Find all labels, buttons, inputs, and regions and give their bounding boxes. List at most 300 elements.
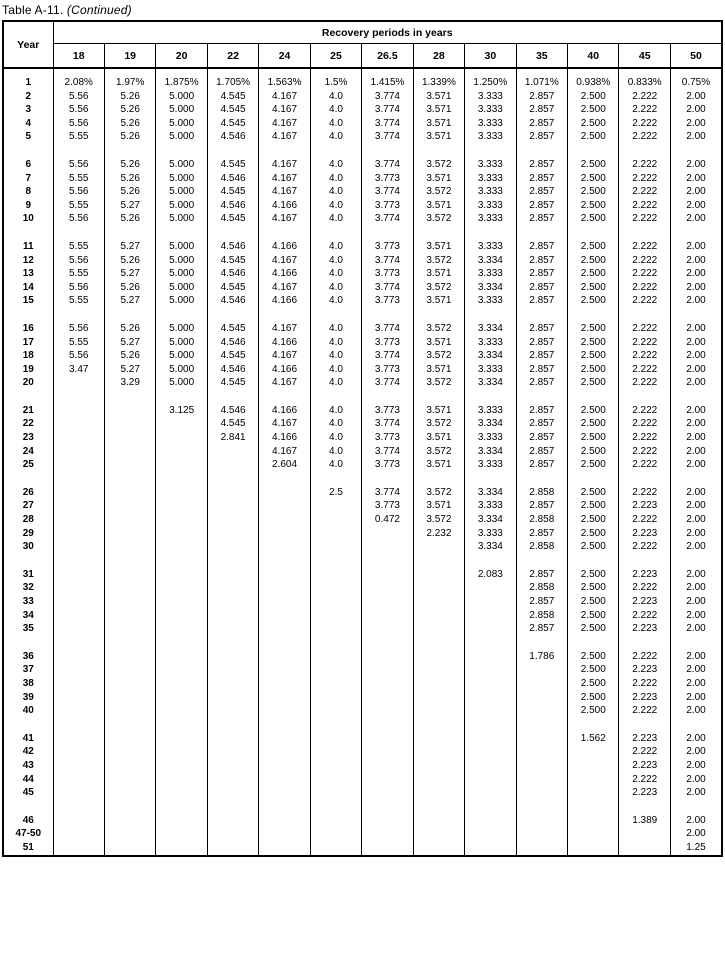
spacer-cell <box>104 390 155 404</box>
value-cell <box>207 595 258 609</box>
value-cell: 0.833% <box>619 76 670 90</box>
spacer-cell <box>568 68 619 76</box>
spacer-cell <box>516 144 567 158</box>
value-cell: 2.223 <box>619 527 670 541</box>
value-cell: 2.222 <box>619 90 670 104</box>
value-cell: 2.00 <box>670 212 722 226</box>
column-header: 40 <box>568 44 619 69</box>
table-row <box>3 431 722 445</box>
spacer-cell <box>465 554 516 568</box>
value-cell: 4.166 <box>259 294 310 308</box>
value-cell <box>104 595 155 609</box>
value-cell: 2.500 <box>568 349 619 363</box>
value-cell: 2.222 <box>619 267 670 281</box>
value-cell: 4.546 <box>207 240 258 254</box>
value-cell <box>362 732 413 746</box>
value-cell: 5.56 <box>53 212 104 226</box>
value-cell: 3.334 <box>465 254 516 268</box>
value-cell: 2.00 <box>670 363 722 377</box>
table-body <box>3 68 722 856</box>
value-cell <box>568 814 619 828</box>
value-cell: 2.222 <box>619 745 670 759</box>
value-cell <box>207 814 258 828</box>
value-cell <box>207 609 258 623</box>
value-cell: 4.167 <box>259 130 310 144</box>
spacer-cell <box>259 144 310 158</box>
value-cell: 2.500 <box>568 172 619 186</box>
value-cell: 2.00 <box>670 199 722 213</box>
value-cell <box>413 814 464 828</box>
table-row <box>3 691 722 705</box>
value-cell: 2.500 <box>568 458 619 472</box>
value-cell <box>104 663 155 677</box>
table-row <box>3 527 722 541</box>
value-cell <box>362 677 413 691</box>
column-header: 50 <box>670 44 722 69</box>
value-cell <box>310 513 361 527</box>
spacer-cell <box>362 472 413 486</box>
value-cell <box>156 540 207 554</box>
value-cell <box>465 677 516 691</box>
value-cell: 4.0 <box>310 90 361 104</box>
spacer-cell <box>156 68 207 76</box>
year-cell: 42 <box>3 745 53 759</box>
value-cell: 2.00 <box>670 336 722 350</box>
value-cell: 3.773 <box>362 499 413 513</box>
table-row <box>3 677 722 691</box>
value-cell <box>104 650 155 664</box>
table-row <box>3 609 722 623</box>
value-cell <box>259 814 310 828</box>
spacer-cell <box>310 144 361 158</box>
value-cell: 4.167 <box>259 103 310 117</box>
value-cell: 2.00 <box>670 431 722 445</box>
value-cell: 2.00 <box>670 786 722 800</box>
value-cell: 2.00 <box>670 349 722 363</box>
value-cell: 2.857 <box>516 294 567 308</box>
value-cell: 5.26 <box>104 90 155 104</box>
value-cell <box>413 663 464 677</box>
spacer-cell <box>465 390 516 404</box>
value-cell: 3.773 <box>362 431 413 445</box>
table-row <box>3 458 722 472</box>
value-cell: 3.572 <box>413 513 464 527</box>
value-cell <box>259 513 310 527</box>
value-cell: 2.00 <box>670 732 722 746</box>
value-cell: 2.857 <box>516 445 567 459</box>
spacer-cell <box>53 636 104 650</box>
value-cell: 5.000 <box>156 254 207 268</box>
year-cell: 35 <box>3 622 53 636</box>
value-cell: 3.333 <box>465 240 516 254</box>
value-cell: 3.571 <box>413 458 464 472</box>
value-cell: 5.55 <box>53 199 104 213</box>
value-cell: 2.00 <box>670 677 722 691</box>
value-cell <box>53 691 104 705</box>
value-cell: 2.222 <box>619 349 670 363</box>
value-cell <box>53 581 104 595</box>
value-cell: 2.857 <box>516 458 567 472</box>
value-cell: 4.545 <box>207 158 258 172</box>
spacer-cell <box>207 472 258 486</box>
spacer-cell <box>413 144 464 158</box>
spacer-cell <box>568 144 619 158</box>
value-cell: 3.572 <box>413 349 464 363</box>
value-cell: 2.857 <box>516 212 567 226</box>
spacer-cell <box>670 68 722 76</box>
value-cell: 3.571 <box>413 240 464 254</box>
spacer-cell <box>310 472 361 486</box>
value-cell <box>310 841 361 856</box>
value-cell: 2.500 <box>568 704 619 718</box>
year-cell: 1 <box>3 76 53 90</box>
value-cell: 1.389 <box>619 814 670 828</box>
value-cell: 2.500 <box>568 609 619 623</box>
table-row <box>3 199 722 213</box>
value-cell <box>516 773 567 787</box>
value-cell: 2.857 <box>516 404 567 418</box>
value-cell <box>156 486 207 500</box>
value-cell: 5.55 <box>53 294 104 308</box>
table-row <box>3 595 722 609</box>
year-cell: 44 <box>3 773 53 787</box>
year-cell: 9 <box>3 199 53 213</box>
table-row <box>3 185 722 199</box>
value-cell: 4.167 <box>259 212 310 226</box>
value-cell: 3.333 <box>465 212 516 226</box>
value-cell: 2.00 <box>670 281 722 295</box>
value-cell <box>53 486 104 500</box>
value-cell: 4.545 <box>207 185 258 199</box>
value-cell: 3.572 <box>413 376 464 390</box>
value-cell: 4.167 <box>259 158 310 172</box>
spacer-cell <box>3 68 53 76</box>
value-cell <box>465 663 516 677</box>
value-cell <box>207 677 258 691</box>
value-cell <box>310 499 361 513</box>
value-cell <box>516 732 567 746</box>
year-cell: 33 <box>3 595 53 609</box>
value-cell <box>104 827 155 841</box>
spacer-cell <box>104 68 155 76</box>
table-row <box>3 117 722 131</box>
value-cell <box>207 499 258 513</box>
value-cell: 4.167 <box>259 376 310 390</box>
spacer-cell <box>3 718 53 732</box>
value-cell <box>362 663 413 677</box>
table-row <box>3 540 722 554</box>
value-cell <box>259 540 310 554</box>
value-cell <box>104 499 155 513</box>
value-cell <box>619 841 670 856</box>
value-cell <box>259 759 310 773</box>
value-cell: 2.00 <box>670 417 722 431</box>
value-cell <box>259 499 310 513</box>
spacer-cell <box>619 636 670 650</box>
year-cell: 38 <box>3 677 53 691</box>
value-cell <box>259 486 310 500</box>
value-cell <box>207 827 258 841</box>
value-cell: 4.167 <box>259 185 310 199</box>
value-cell: 2.00 <box>670 650 722 664</box>
value-cell <box>104 732 155 746</box>
value-cell <box>156 609 207 623</box>
value-cell: 2.00 <box>670 568 722 582</box>
value-cell: 5.000 <box>156 363 207 377</box>
value-cell: 2.857 <box>516 568 567 582</box>
value-cell: 4.0 <box>310 212 361 226</box>
value-cell: 2.00 <box>670 158 722 172</box>
value-cell <box>310 759 361 773</box>
value-cell <box>104 609 155 623</box>
spacer-cell <box>53 718 104 732</box>
column-header: 19 <box>104 44 155 69</box>
spacer-cell <box>619 68 670 76</box>
year-cell: 25 <box>3 458 53 472</box>
value-cell: 5.26 <box>104 349 155 363</box>
value-cell: 3.572 <box>413 445 464 459</box>
value-cell: 4.0 <box>310 117 361 131</box>
value-cell: 1.339% <box>413 76 464 90</box>
value-cell <box>568 759 619 773</box>
table-row <box>3 486 722 500</box>
year-cell: 46 <box>3 814 53 828</box>
value-cell: 2.00 <box>670 404 722 418</box>
year-cell: 11 <box>3 240 53 254</box>
value-cell <box>156 417 207 431</box>
year-cell: 37 <box>3 663 53 677</box>
value-cell: 2.500 <box>568 691 619 705</box>
table-row <box>3 158 722 172</box>
value-cell: 4.0 <box>310 363 361 377</box>
value-cell <box>156 814 207 828</box>
value-cell: 2.500 <box>568 363 619 377</box>
value-cell: 5.000 <box>156 117 207 131</box>
value-cell: 3.571 <box>413 90 464 104</box>
value-cell <box>156 595 207 609</box>
value-cell: 3.125 <box>156 404 207 418</box>
value-cell: 2.857 <box>516 527 567 541</box>
value-cell <box>259 663 310 677</box>
value-cell: 3.773 <box>362 404 413 418</box>
value-cell: 3.334 <box>465 540 516 554</box>
value-cell <box>53 773 104 787</box>
value-cell <box>156 431 207 445</box>
value-cell: 2.00 <box>670 90 722 104</box>
value-cell: 5.55 <box>53 336 104 350</box>
value-cell <box>310 745 361 759</box>
value-cell <box>259 595 310 609</box>
value-cell: 3.333 <box>465 404 516 418</box>
value-cell <box>104 691 155 705</box>
spacer-cell <box>53 800 104 814</box>
year-cell: 47-50 <box>3 827 53 841</box>
spacer-cell <box>619 554 670 568</box>
table-row <box>3 254 722 268</box>
value-cell <box>104 677 155 691</box>
value-cell: 5.000 <box>156 281 207 295</box>
year-cell: 20 <box>3 376 53 390</box>
value-cell: 2.500 <box>568 336 619 350</box>
value-cell: 4.167 <box>259 117 310 131</box>
value-cell: 4.545 <box>207 117 258 131</box>
value-cell: 2.500 <box>568 527 619 541</box>
value-cell: 2.222 <box>619 254 670 268</box>
value-cell <box>413 732 464 746</box>
value-cell: 2.00 <box>670 172 722 186</box>
table-row <box>3 76 722 90</box>
value-cell: 2.222 <box>619 130 670 144</box>
value-cell <box>104 431 155 445</box>
year-cell: 8 <box>3 185 53 199</box>
value-cell: 5.26 <box>104 117 155 131</box>
table-row <box>3 240 722 254</box>
value-cell: 4.545 <box>207 103 258 117</box>
year-cell: 30 <box>3 540 53 554</box>
spacer-cell <box>465 472 516 486</box>
spacer-cell <box>568 226 619 240</box>
value-cell: 4.0 <box>310 185 361 199</box>
spacer-cell <box>53 308 104 322</box>
value-cell: 2.222 <box>619 486 670 500</box>
value-cell: 5.56 <box>53 185 104 199</box>
value-cell: 2.500 <box>568 499 619 513</box>
value-cell: 2.00 <box>670 745 722 759</box>
spacer-cell <box>207 800 258 814</box>
table-row <box>3 212 722 226</box>
value-cell: 5.55 <box>53 172 104 186</box>
value-cell: 2.223 <box>619 786 670 800</box>
year-cell: 10 <box>3 212 53 226</box>
value-cell: 2.223 <box>619 622 670 636</box>
table-row <box>3 759 722 773</box>
value-cell: 3.773 <box>362 199 413 213</box>
value-cell <box>207 704 258 718</box>
value-cell: 2.5 <box>310 486 361 500</box>
value-cell <box>413 704 464 718</box>
value-cell: 3.571 <box>413 117 464 131</box>
table-row <box>3 814 722 828</box>
value-cell: 3.334 <box>465 349 516 363</box>
spacer-cell <box>619 390 670 404</box>
value-cell <box>516 704 567 718</box>
value-cell: 1.563% <box>259 76 310 90</box>
value-cell: 4.167 <box>259 254 310 268</box>
value-cell: 3.333 <box>465 527 516 541</box>
value-cell: 3.774 <box>362 103 413 117</box>
table-row <box>3 773 722 787</box>
value-cell: 4.0 <box>310 322 361 336</box>
year-cell: 16 <box>3 322 53 336</box>
spacer-cell <box>3 554 53 568</box>
value-cell <box>465 595 516 609</box>
table-row <box>3 267 722 281</box>
value-cell: 2.223 <box>619 759 670 773</box>
year-cell: 12 <box>3 254 53 268</box>
value-cell: 2.00 <box>670 609 722 623</box>
value-cell: 3.334 <box>465 513 516 527</box>
value-cell <box>310 677 361 691</box>
value-cell: 2.500 <box>568 267 619 281</box>
spacer-cell <box>465 800 516 814</box>
spacer-cell <box>465 68 516 76</box>
value-cell: 5.000 <box>156 240 207 254</box>
value-cell: 3.571 <box>413 172 464 186</box>
value-cell <box>259 650 310 664</box>
value-cell: 3.333 <box>465 294 516 308</box>
value-cell <box>259 732 310 746</box>
value-cell <box>310 581 361 595</box>
value-cell <box>362 745 413 759</box>
table-row <box>3 294 722 308</box>
value-cell <box>53 445 104 459</box>
table-row <box>3 349 722 363</box>
value-cell: 4.166 <box>259 336 310 350</box>
value-cell <box>413 786 464 800</box>
value-cell <box>516 786 567 800</box>
value-cell: 3.572 <box>413 417 464 431</box>
value-cell: 2.500 <box>568 486 619 500</box>
year-cell: 28 <box>3 513 53 527</box>
year-cell: 18 <box>3 349 53 363</box>
spacer-cell <box>413 636 464 650</box>
spacer-cell <box>207 718 258 732</box>
year-cell: 3 <box>3 103 53 117</box>
value-cell: 2.222 <box>619 117 670 131</box>
value-cell: 3.774 <box>362 445 413 459</box>
value-cell: 2.222 <box>619 172 670 186</box>
value-cell: 2.222 <box>619 376 670 390</box>
value-cell: 4.0 <box>310 240 361 254</box>
value-cell <box>413 759 464 773</box>
value-cell <box>362 841 413 856</box>
spacer-cell <box>310 390 361 404</box>
value-cell: 3.333 <box>465 363 516 377</box>
value-cell: 2.500 <box>568 663 619 677</box>
value-cell: 2.500 <box>568 254 619 268</box>
value-cell: 2.857 <box>516 103 567 117</box>
value-cell: 4.546 <box>207 172 258 186</box>
value-cell: 3.773 <box>362 172 413 186</box>
value-cell: 2.857 <box>516 199 567 213</box>
column-headers-row <box>3 44 722 69</box>
year-cell: 2 <box>3 90 53 104</box>
value-cell: 2.00 <box>670 486 722 500</box>
value-cell: 4.166 <box>259 363 310 377</box>
value-cell: 4.167 <box>259 172 310 186</box>
value-cell: 2.222 <box>619 158 670 172</box>
value-cell <box>156 745 207 759</box>
spacer-cell <box>156 472 207 486</box>
spacer-cell <box>310 800 361 814</box>
spacer-cell <box>670 472 722 486</box>
value-cell: 5.26 <box>104 185 155 199</box>
spacer-cell <box>259 636 310 650</box>
value-cell: 4.0 <box>310 404 361 418</box>
value-cell <box>104 841 155 856</box>
spacer-cell <box>670 800 722 814</box>
value-cell: 4.546 <box>207 199 258 213</box>
value-cell <box>465 581 516 595</box>
table-row <box>3 568 722 582</box>
value-cell: 2.00 <box>670 581 722 595</box>
value-cell: 5.56 <box>53 90 104 104</box>
value-cell <box>104 527 155 541</box>
value-cell <box>362 773 413 787</box>
spacer-cell <box>568 472 619 486</box>
value-cell <box>53 609 104 623</box>
value-cell: 3.571 <box>413 294 464 308</box>
